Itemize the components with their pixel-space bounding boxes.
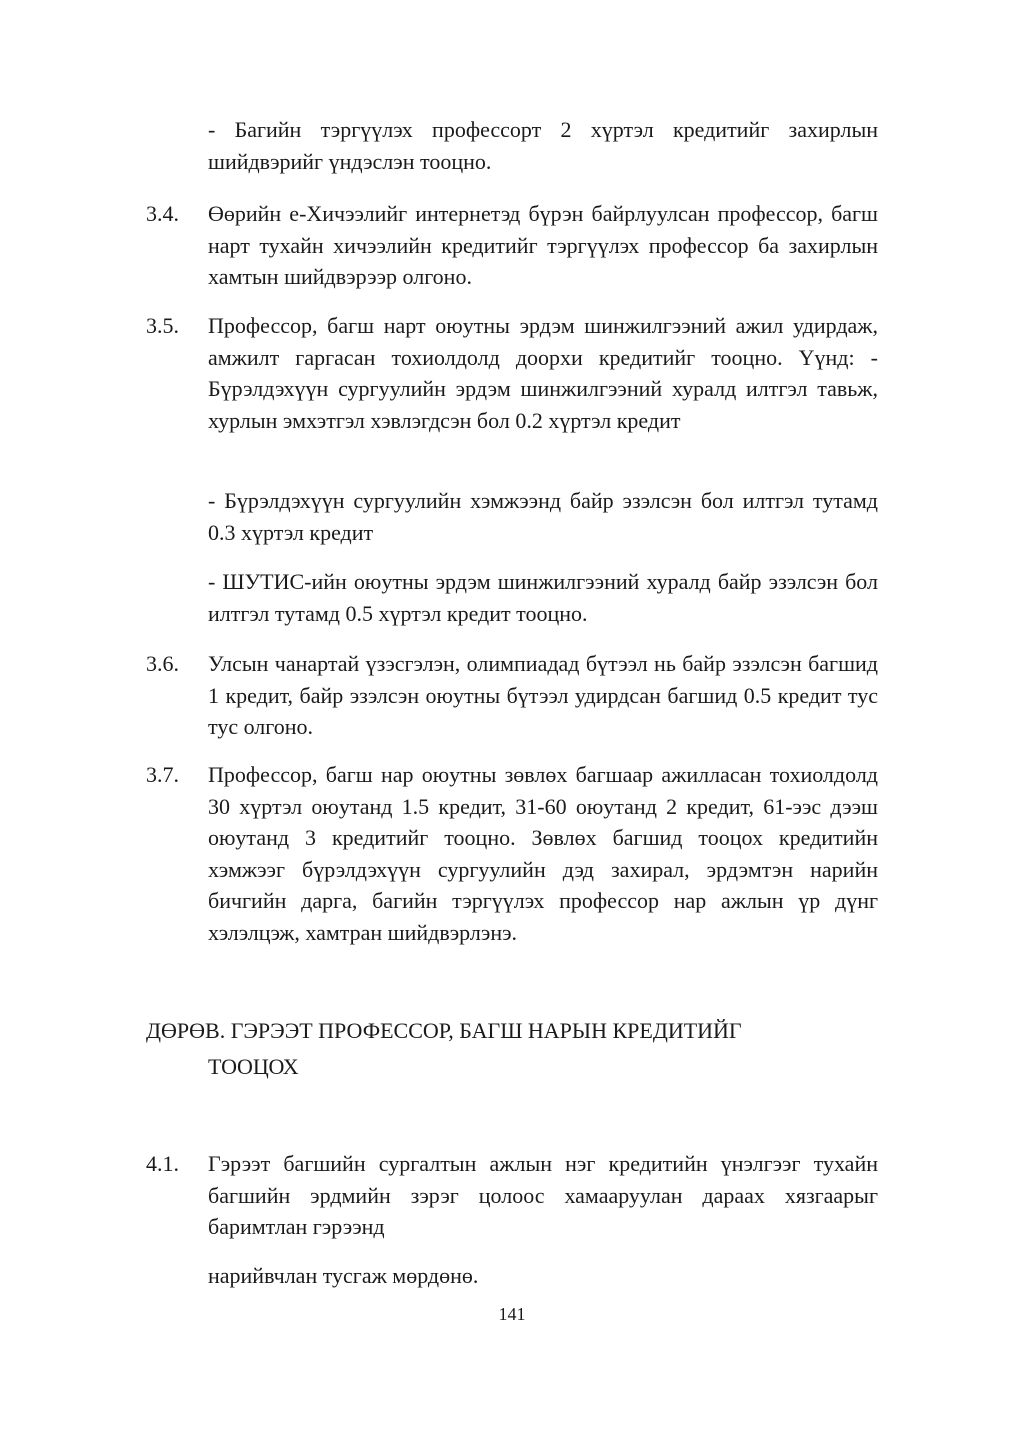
item-3-5-sub-2: - ШУТИС-ийн оюутны эрдэм шинжилгээний хуралд байр эзэлсэн бол илтгэл тутамд 0.5 хүртэл кредит тооцно. xyxy=(208,569,878,626)
item-number-3-4: 3.4. xyxy=(146,201,179,226)
item-text-3-4: Өөрийн е-Хичээлийг интернетэд бүрэн байрлуулсан профессор, багш нарт тухайн хичээлийн кредитийг тэргүүлэх профессор ба захирлын хамтын шийдвэрээр олгоно. xyxy=(208,201,878,289)
item-text-4-1: Гэрээт багшийн сургалтын ажлын нэг кредитийн үнэлгээг тухайн багшийн эрдмийн зэрэг цолоос хамааруулан дараах хязгаарыг баримтлан гэрээнд xyxy=(208,1151,878,1239)
item-number-4-1: 4.1. xyxy=(146,1151,179,1176)
item-number-3-6: 3.6. xyxy=(146,651,179,676)
section-heading-line-2: ТООЦОХ xyxy=(208,1054,299,1079)
item-3-5-sub-1: - Бүрэлдэхүүн сургуулийн хэмжээнд байр эзэлсэн бол илтгэл тутамд 0.3 хүртэл кредит xyxy=(208,488,878,545)
section-heading-line-1: ДӨРӨВ. ГЭРЭЭТ ПРОФЕССОР, БАГШ НАРЫН КРЕДИТИЙГ xyxy=(146,1018,742,1043)
section-heading xyxy=(146,1013,886,1085)
item-text-3-5: Профессор, багш нарт оюутны эрдэм шинжилгээний ажил удирдаж, амжилт гаргасан тохиолдолд доорхи кредитийг тооцно. Үүнд: - Бүрэлдэхүүн сургуулийн эрдэм шинжилгээний хуралд илтгэл тавьж, хурлын эмхэтгэл хэвлэгдсэн бол 0.2 хүртэл кредит xyxy=(208,313,878,433)
item-4-1-continuation: нарийвчлан тусгаж мөрдөнө. xyxy=(208,1263,479,1288)
item-text-3-7: Профессор, багш нар оюутны зөвлөх багшаар ажилласан тохиолдолд 30 хүртэл оюутанд 1.5 кредит, 31-60 оюутанд 2 кредит, 61-ээс дээш оюутанд 3 кредитийг тооцно. Зөвлөх багшид тооцох кредитийн хэмжээг бүрэлдэхүүн сургуулийн дэд захирал, эрдэмтэн нарийн бичгийн дарга, багийн тэргүүлэх профессор нар ажлын үр дүнг хэлэлцэж, хамтран шийдвэрлэнэ. xyxy=(208,762,878,945)
page-number: 141 xyxy=(498,1304,526,1324)
item-number-3-7: 3.7. xyxy=(146,762,179,787)
item-text-3-6: Улсын чанартай үзэсгэлэн, олимпиадад бүтээл нь байр эзэлсэн багшид 1 кредит, байр эзэлсэн оюутны бүтээл удирдсан багшид 0.5 кредит тус тус олгоно. xyxy=(208,651,878,739)
item-number-3-5: 3.5. xyxy=(146,313,179,338)
intro-paragraph: - Багийн тэргүүлэх профессорт 2 хүртэл кредитийг захирлын шийдвэрийг үндэслэн тооцно. xyxy=(208,117,878,174)
